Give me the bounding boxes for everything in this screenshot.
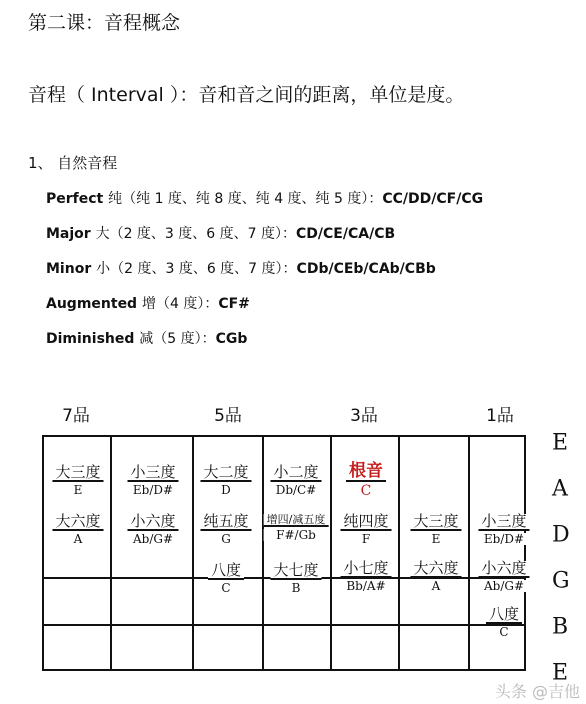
section-heading: 1、 自然音程 xyxy=(28,154,118,172)
interval-cell: 纯四度 F xyxy=(340,514,391,545)
string-name: E xyxy=(552,430,569,456)
interval-cell: 小六度 Ab/G# xyxy=(127,514,178,545)
interval-cell: 小六度 Ab/G# xyxy=(478,561,529,592)
interval-desc: 大（2 度、3 度、6 度、7 度）： xyxy=(95,226,297,242)
fret-line xyxy=(330,437,332,669)
interval-cell: 大七度 B xyxy=(270,563,321,594)
interval-desc: 小（2 度、3 度、6 度、7 度）： xyxy=(96,261,297,277)
interval-item-diminished xyxy=(46,328,247,348)
interval-cell: 八度 C xyxy=(486,607,522,638)
fret-line xyxy=(398,437,400,669)
interval-cell: 小三度 Eb/D# xyxy=(127,465,178,496)
interval-examples: CDb/CEb/CAb/CBb xyxy=(296,261,436,277)
fret-line xyxy=(192,437,194,669)
interval-cell: 小七度 Bb/A# xyxy=(340,561,391,592)
interval-desc: 减（5 度）： xyxy=(139,331,216,347)
interval-cell: 小三度 Eb/D# xyxy=(478,514,529,545)
interval-cell: 八度 C xyxy=(208,563,244,594)
interval-item-augmented xyxy=(46,293,250,313)
interval-item-perfect xyxy=(46,188,483,208)
string-name: G xyxy=(552,568,570,594)
interval-definition: 音程（ Interval ）：音和音之间的距离，单位是度。 xyxy=(28,84,465,106)
interval-term: Minor xyxy=(46,261,92,277)
watermark: 头条 @吉他 xyxy=(494,682,580,701)
interval-cell: 大三度 E xyxy=(410,514,461,545)
interval-cell: 增四/减五度 F#/Gb xyxy=(264,514,329,541)
interval-examples: CD/CE/CA/CB xyxy=(296,226,396,242)
interval-examples: CC/DD/CF/CG xyxy=(382,191,484,207)
interval-examples: CF# xyxy=(218,296,250,312)
interval-cell: 大二度 D xyxy=(200,465,251,496)
interval-cell: 大三度 E xyxy=(52,465,103,496)
fret-label-7: 7品 xyxy=(62,406,90,426)
string-name: D xyxy=(552,522,570,548)
interval-term: Diminished xyxy=(46,331,135,347)
fret-label-3: 3品 xyxy=(350,406,378,426)
interval-cell: 大六度 A xyxy=(410,561,461,592)
fret-line xyxy=(468,437,470,669)
string-name: B xyxy=(552,614,569,640)
string-name: E xyxy=(552,660,569,686)
interval-cell: 纯五度 G xyxy=(200,514,251,545)
interval-cell: 大六度 A xyxy=(52,514,103,545)
interval-examples: CGb xyxy=(215,331,248,347)
string-name: A xyxy=(552,476,568,502)
interval-term: Major xyxy=(46,226,91,242)
interval-item-major xyxy=(46,223,395,243)
fret-label-1: 1品 xyxy=(486,406,514,426)
interval-desc: 增（4 度）： xyxy=(141,296,219,312)
fret-line xyxy=(262,437,264,669)
interval-term: Augmented xyxy=(46,296,138,312)
root-note-cell: 根音 C xyxy=(346,463,386,498)
fretboard-diagram xyxy=(0,395,586,704)
interval-item-minor xyxy=(46,258,436,278)
fret-line xyxy=(110,437,112,669)
interval-cell: 小二度 Db/C# xyxy=(270,465,321,496)
interval-term: Perfect xyxy=(46,191,104,207)
fret-label-5: 5品 xyxy=(214,406,242,426)
lesson-title: 第二课：音程概念 xyxy=(28,12,181,34)
string-line xyxy=(44,624,524,626)
interval-desc: 纯（纯 1 度、纯 8 度、纯 4 度、纯 5 度）： xyxy=(108,191,383,207)
